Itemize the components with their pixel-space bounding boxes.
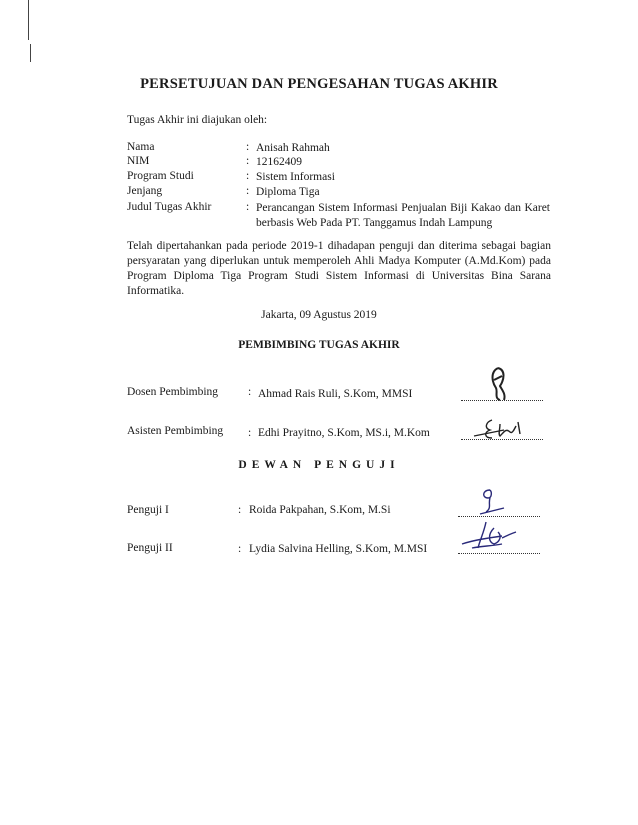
examiners-heading: DEWAN PENGUJI — [238, 459, 400, 471]
field-value-nim: 12162409 — [256, 156, 302, 168]
field-colon: : — [246, 185, 250, 197]
field-label-nim: NIM — [127, 155, 150, 167]
name-penguji-1: Roida Pakpahan, S.Kom, M.Si — [249, 504, 391, 516]
name-dosen-pembimbing: Ahmad Rais Ruli, S.Kom, MMSI — [258, 388, 413, 400]
field-value-judul: Perancangan Sistem Informasi Penjualan Biji Kakao dan Karet berbasis Web Pada PT. Tanggamus Indah Lampung — [256, 202, 550, 229]
scan-mark-top — [28, 0, 29, 40]
field-colon: : — [246, 141, 250, 153]
role-asisten-pembimbing: Asisten Pembimbing — [127, 425, 224, 437]
role-dosen-pembimbing: Dosen Pembimbing — [127, 386, 219, 398]
field-value-nama: Anisah Rahmah — [256, 142, 330, 154]
field-colon: : — [246, 201, 250, 213]
scan-mark-left — [30, 44, 31, 62]
field-value-program-studi: Sistem Informasi — [256, 171, 335, 183]
role-colon: : — [248, 427, 252, 439]
field-colon: : — [246, 155, 250, 167]
name-asisten-pembimbing: Edhi Prayitno, S.Kom, MS.i, M.Kom — [258, 427, 430, 439]
name-penguji-2: Lydia Salvina Helling, S.Kom, M.MSI — [249, 543, 428, 555]
page-title: PERSETUJUAN DAN PENGESAHAN TUGAS AKHIR — [140, 76, 498, 92]
field-colon: : — [246, 170, 250, 182]
intro-text: Tugas Akhir ini diajukan oleh: — [127, 114, 268, 126]
field-label-jenjang: Jenjang — [127, 185, 163, 197]
place-date: Jakarta, 09 Agustus 2019 — [261, 309, 377, 321]
role-colon: : — [248, 386, 252, 398]
role-colon: : — [238, 543, 242, 555]
statement-paragraph: Telah dipertahankan pada periode 2019-1 dihadapan penguji dan diterima sebagai bagian persyaratan yang diperlukan untuk memperoleh Ahli Madya Komputer (A.Md.Kom) pada Program Diploma Tiga Program Studi Sistem Informasi di Universitas Bina Sarana Informatika. — [127, 240, 551, 297]
field-label-nama: Nama — [127, 141, 155, 153]
signature-dosen-pembimbing — [480, 366, 520, 402]
supervisors-heading: PEMBIMBING TUGAS AKHIR — [238, 339, 400, 351]
signature-penguji-1 — [470, 486, 510, 520]
field-label-judul: Judul Tugas Akhir — [127, 201, 212, 213]
role-penguji-2: Penguji II — [127, 542, 173, 554]
field-value-jenjang: Diploma Tiga — [256, 186, 320, 198]
signature-penguji-2 — [458, 518, 522, 554]
role-penguji-1: Penguji I — [127, 504, 169, 516]
field-label-program-studi: Program Studi — [127, 170, 194, 182]
signature-asisten-pembimbing — [470, 414, 530, 442]
role-colon: : — [238, 504, 242, 516]
